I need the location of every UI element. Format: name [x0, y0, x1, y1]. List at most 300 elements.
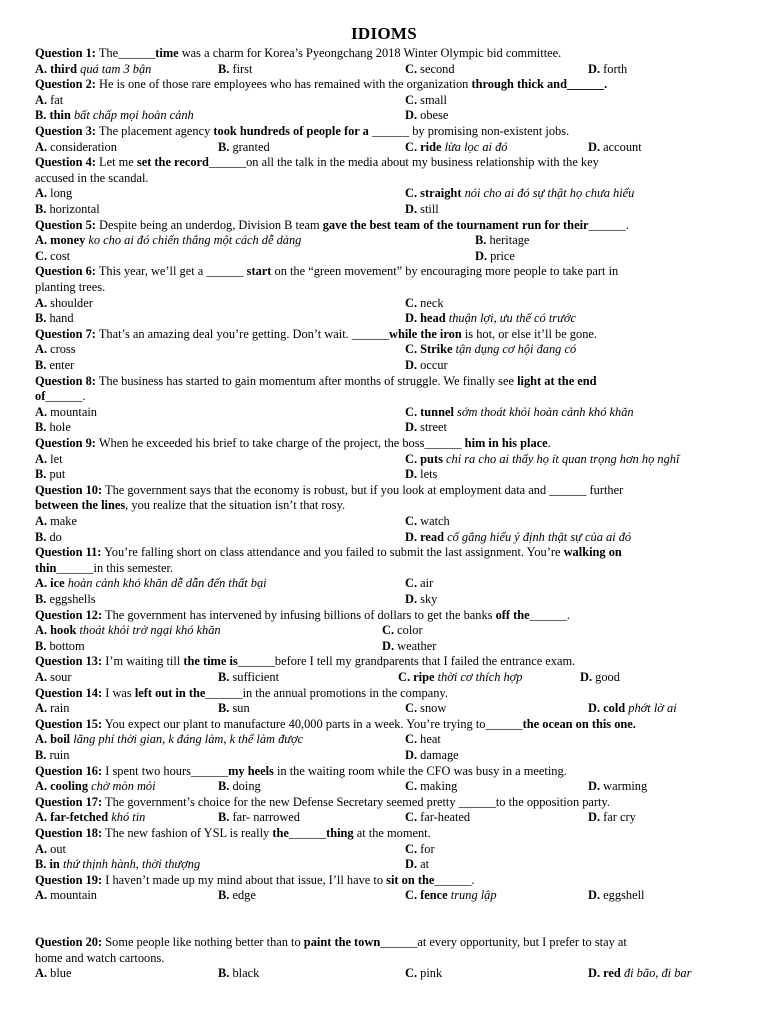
option-word: Strike: [420, 342, 453, 357]
stem-text: ______in this semester.: [56, 560, 174, 575]
option-word: boil: [50, 732, 71, 747]
option-key: C.: [405, 779, 418, 794]
stem-text: ______.: [434, 872, 475, 887]
answer-option: [35, 358, 74, 374]
option-word: price: [490, 248, 515, 263]
option-key: D.: [382, 638, 395, 653]
stem-text: is hot, or else it’ll be gone.: [461, 326, 597, 341]
option-translation: hoàn cảnh khó khăn dễ dẫn đến thất bại: [67, 576, 267, 591]
option-word: hand: [49, 311, 74, 326]
option-word: blue: [50, 966, 72, 981]
answer-option: [405, 452, 679, 468]
option-word: shoulder: [50, 295, 93, 310]
stem-text: ______in the annual promotions in the company.: [205, 685, 448, 700]
option-word: warming: [603, 779, 648, 794]
stem-text: sit on the: [386, 872, 435, 887]
stem-text: him in his place: [464, 436, 548, 450]
option-word: cross: [50, 342, 76, 357]
answer-option: [35, 670, 72, 686]
answer-option: [35, 748, 69, 764]
answer-option: [382, 623, 423, 639]
option-key: D.: [588, 61, 601, 76]
option-word: small: [420, 92, 448, 107]
stem-text: ______on all the talk in the media about my business relationship with the key: [208, 155, 599, 170]
answer-option: [35, 857, 200, 873]
option-word: consideration: [50, 139, 117, 154]
answer-option: [35, 452, 63, 468]
option-key: D.: [588, 701, 601, 716]
option-key: A.: [35, 139, 48, 154]
stem-text: The government says that the economy is robust, but if you look at employment data and ______ further: [105, 482, 624, 497]
option-key: D.: [405, 202, 418, 216]
option-translation: nói cho ai đó sự thật họ chưa hiểu: [464, 186, 635, 201]
answer-option: [218, 966, 259, 982]
question-stem: [35, 686, 735, 702]
option-word: occur: [420, 358, 448, 372]
option-word: color: [397, 623, 423, 638]
answer-option: [218, 670, 279, 686]
option-word: cooling: [50, 779, 89, 794]
option-key: B.: [218, 779, 230, 794]
option-word: ice: [50, 576, 65, 591]
answer-option: [35, 888, 97, 904]
option-key: C.: [405, 295, 418, 310]
answer-option: [218, 779, 261, 795]
option-key: B.: [35, 638, 47, 653]
option-word: far-fetched: [50, 810, 109, 825]
option-word: bottom: [49, 638, 85, 653]
option-word: pink: [420, 966, 443, 981]
option-key: C.: [405, 701, 418, 716]
option-word: put: [49, 467, 66, 482]
answer-option: [588, 701, 677, 717]
option-translation: chỉ ra cho ai thấy họ ít quan trọng hơn họ nghĩ: [446, 451, 680, 466]
option-word: good: [595, 670, 620, 684]
stem-text: You’re falling short on class attendance and you failed to submit the last assignment. You’re: [104, 545, 564, 560]
answer-option: [35, 420, 71, 436]
stem-text: ______before I tell my grandparents that I failed the entrance exam.: [237, 654, 576, 669]
stem-text: on the “green movement” by encouraging more people to take part in: [271, 264, 619, 279]
option-key: C.: [405, 186, 418, 201]
question-stem: [35, 654, 735, 670]
question-label: Question 17:: [35, 794, 103, 809]
question-stem-continued: [35, 951, 735, 967]
option-word: neck: [420, 295, 444, 310]
option-word: at: [420, 857, 430, 872]
answer-option: [35, 576, 267, 592]
option-key: C.: [405, 810, 418, 825]
stem-text: I’m waiting till: [105, 654, 184, 669]
option-word: read: [420, 529, 445, 544]
answer-option: [405, 842, 435, 858]
answer-option: [35, 592, 96, 608]
stem-text: paint the town: [303, 935, 381, 949]
option-word: cold: [603, 701, 626, 716]
option-word: far- narrowed: [232, 810, 300, 825]
option-word: sufficient: [232, 670, 280, 684]
answer-option: [588, 779, 647, 795]
stem-text: thin: [35, 560, 57, 575]
option-key: A.: [35, 342, 48, 357]
option-key: C.: [398, 670, 411, 684]
option-key: B.: [218, 61, 230, 76]
question-label: Question 3:: [35, 124, 96, 138]
answer-option: [35, 514, 77, 530]
answer-option: [35, 202, 100, 218]
answer-option: [588, 966, 691, 982]
answer-option: [475, 233, 529, 249]
answer-option: [405, 748, 459, 764]
answer-option: [405, 732, 441, 748]
stem-text: time: [155, 46, 179, 60]
option-word: puts: [420, 451, 443, 466]
answer-option: [405, 576, 433, 592]
question-stem: [35, 608, 735, 624]
stem-text: between the lines: [35, 498, 126, 513]
option-key: A.: [35, 841, 48, 856]
question-stem: [35, 436, 735, 452]
answer-option: [405, 420, 447, 436]
option-key: B.: [35, 420, 47, 435]
option-key: A.: [35, 732, 48, 747]
answer-option: [405, 701, 446, 717]
option-translation: tận dụng cơ hội đang có: [455, 342, 577, 357]
option-word: obese: [420, 108, 449, 123]
question-stem: [35, 483, 735, 499]
option-key: B.: [218, 670, 230, 684]
answer-option: [588, 140, 642, 156]
question-stem: [35, 155, 735, 171]
answer-option: [405, 342, 576, 358]
stem-text: accused in the scandal.: [35, 170, 149, 185]
option-key: A.: [35, 701, 48, 716]
question-label: Question 9:: [35, 436, 96, 450]
question-stem: [35, 545, 735, 561]
question-label: Question 10:: [35, 482, 103, 497]
stem-text: my heels: [228, 763, 274, 778]
option-word: ride: [420, 139, 442, 154]
answer-option: [35, 296, 93, 312]
question-stem: [35, 374, 735, 390]
option-word: doing: [232, 779, 261, 794]
question-label: Question 18:: [35, 826, 103, 840]
option-word: ripe: [413, 670, 435, 684]
option-key: B.: [35, 311, 47, 326]
page-title: IDIOMS: [350, 24, 418, 43]
option-word: horizontal: [49, 202, 100, 216]
question-stem: [35, 77, 735, 93]
option-key: A.: [35, 514, 48, 528]
option-word: fence: [420, 888, 448, 903]
stem-text: The business has started to gain momentum after months of struggle. We finally see: [98, 373, 518, 388]
answer-option: [35, 623, 221, 639]
stem-text: of: [35, 389, 46, 404]
option-word: granted: [232, 139, 270, 154]
question-stem-continued: [35, 498, 735, 514]
answer-option: [382, 639, 436, 655]
question-stem: [35, 124, 735, 140]
option-key: C.: [382, 623, 395, 638]
stem-text: I was: [105, 685, 135, 700]
option-key: D.: [588, 888, 601, 903]
answer-option: [35, 186, 72, 202]
option-word: head: [420, 311, 446, 326]
option-translation: trung lập: [450, 888, 497, 903]
option-word: air: [420, 576, 434, 591]
answer-option: [35, 842, 66, 858]
question-stem-continued: [35, 389, 735, 405]
answer-option: [405, 530, 631, 546]
answer-option: [405, 108, 448, 124]
question-label: Question 19:: [35, 872, 103, 887]
answer-option: [405, 779, 457, 795]
answer-option: [35, 405, 97, 421]
option-word: snow: [420, 701, 447, 716]
option-key: A.: [35, 810, 48, 825]
stem-text: ______ by promising non-existent jobs.: [368, 124, 570, 138]
question-stem: [35, 218, 735, 234]
option-word: eggshell: [603, 888, 645, 903]
answer-option: [35, 62, 151, 78]
option-word: thin: [49, 108, 71, 123]
stem-text: home and watch cartoons.: [35, 950, 165, 965]
answer-option: [35, 311, 74, 327]
option-key: D.: [588, 966, 601, 981]
stem-text: ______.: [45, 389, 86, 404]
answer-option: [218, 62, 252, 78]
option-key: C.: [405, 576, 418, 591]
stem-text: through thick and______.: [471, 77, 608, 92]
option-key: C.: [405, 841, 418, 856]
answer-option: [405, 93, 447, 109]
stem-text: light at the end: [517, 373, 597, 388]
option-key: D.: [405, 467, 418, 482]
answer-option: [405, 514, 450, 530]
question-label: Question 2:: [35, 77, 96, 92]
option-key: A.: [35, 61, 48, 76]
stem-text: at the moment.: [353, 826, 431, 840]
answer-option: [218, 701, 250, 717]
option-translation: quá tam 3 bận: [80, 61, 152, 76]
stem-text: I haven’t made up my mind about that issue, I’ll have to: [105, 872, 387, 887]
option-key: B.: [35, 202, 47, 216]
option-key: B.: [35, 529, 47, 544]
stem-text: You expect our plant to manufacture 40,000 parts in a week. You’re trying to______: [104, 716, 523, 731]
option-key: B.: [35, 857, 47, 872]
stem-text: the ocean on this one.: [522, 716, 636, 731]
answer-option: [35, 732, 303, 748]
stem-text: Let me: [99, 155, 137, 170]
stem-text: left out in the: [134, 685, 206, 700]
option-key: B.: [35, 108, 47, 123]
option-key: D.: [405, 748, 418, 762]
answer-option: [35, 779, 156, 795]
question-stem: [35, 327, 735, 343]
stem-text: took hundreds of people for a: [213, 124, 369, 138]
answer-option: [405, 888, 497, 904]
option-key: A.: [35, 670, 48, 684]
option-key: B.: [35, 467, 47, 482]
answer-option: [35, 966, 72, 982]
answer-option: [405, 810, 470, 826]
option-key: A.: [35, 233, 48, 248]
option-key: C.: [35, 248, 48, 263]
option-key: D.: [405, 529, 418, 544]
option-word: third: [50, 61, 78, 76]
option-word: tunnel: [420, 404, 454, 419]
answer-option: [405, 592, 437, 608]
question-label: Question 13:: [35, 654, 103, 669]
option-word: for: [420, 841, 435, 856]
option-translation: thuận lợi, ưu thế có trước: [448, 311, 576, 326]
option-word: make: [50, 514, 77, 528]
answer-option: [35, 467, 65, 483]
stem-text: off the: [495, 607, 530, 622]
stem-text: was a charm for Korea’s Pyeongchang 2018 Winter Olympic bid committee.: [178, 46, 562, 60]
option-key: C.: [405, 966, 418, 981]
question-label: Question 12:: [35, 607, 103, 622]
option-word: cost: [50, 248, 71, 263]
question-label: Question 20:: [35, 935, 103, 949]
stem-text: The government has intervened by infusing billions of dollars to get the banks: [105, 607, 496, 622]
option-key: B.: [35, 358, 47, 372]
option-key: D.: [405, 592, 418, 606]
option-word: hole: [49, 420, 71, 435]
option-word: watch: [420, 514, 450, 528]
question-stem: [35, 717, 735, 733]
answer-option: [405, 405, 634, 421]
option-translation: thoát khỏi trở ngại khó khăn: [79, 623, 221, 638]
stem-text: .: [547, 436, 551, 450]
question-stem: [35, 935, 735, 951]
option-word: long: [50, 186, 73, 201]
answer-option: [588, 888, 644, 904]
option-word: second: [420, 61, 455, 76]
stem-text: ______: [288, 826, 327, 840]
stem-text: start: [246, 264, 272, 279]
stem-text: walking on: [563, 545, 622, 560]
stem-text: in the waiting room while the CFO was busy in a meeting.: [273, 763, 567, 778]
question-stem-continued: [35, 561, 735, 577]
answer-option: [35, 140, 117, 156]
option-word: damage: [420, 748, 459, 762]
option-word: far cry: [603, 810, 636, 825]
option-word: street: [420, 420, 447, 435]
stem-text: The government’s choice for the new Defense Secretary seemed pretty ______to the opposition party.: [105, 794, 610, 809]
option-key: D.: [588, 810, 601, 825]
stem-text: the time is: [183, 654, 238, 669]
option-word: red: [603, 966, 621, 981]
answer-option: [218, 140, 270, 156]
option-word: mountain: [50, 404, 97, 419]
stem-text: The______: [98, 46, 156, 60]
option-word: making: [420, 779, 458, 794]
answer-option: [405, 202, 439, 218]
question-label: Question 5:: [35, 217, 96, 232]
answer-option: [35, 639, 85, 655]
question-stem-continued: [35, 171, 735, 187]
question-label: Question 8:: [35, 373, 96, 388]
answer-option: [398, 670, 523, 686]
answer-option: [405, 186, 634, 202]
stem-text: while the iron: [389, 326, 462, 341]
option-word: account: [603, 139, 642, 154]
option-key: B.: [218, 888, 230, 903]
option-word: edge: [232, 888, 256, 903]
stem-text: I spent two hours______: [105, 763, 229, 778]
answer-option: [475, 249, 515, 265]
question-label: Question 16:: [35, 763, 103, 778]
option-word: rain: [50, 701, 70, 716]
stem-text: That’s an amazing deal you’re getting. Don’t wait. ______: [98, 326, 389, 341]
answer-option: [580, 670, 620, 686]
answer-option: [35, 233, 301, 249]
answer-option: [405, 857, 429, 873]
option-key: C.: [405, 404, 418, 419]
answer-option: [588, 810, 636, 826]
option-key: A.: [35, 451, 48, 466]
option-word: straight: [420, 186, 462, 201]
answer-option: [405, 296, 444, 312]
stem-text: ______.: [529, 607, 570, 622]
stem-text: This year, we’ll get a ______: [98, 264, 247, 279]
option-word: hook: [50, 623, 77, 638]
stem-text: planting trees.: [35, 280, 106, 294]
question-stem: [35, 826, 735, 842]
option-word: lets: [420, 467, 438, 482]
option-word: enter: [49, 358, 75, 372]
option-key: D.: [588, 779, 601, 794]
option-word: still: [420, 202, 439, 216]
option-word: sun: [232, 701, 250, 716]
option-word: out: [50, 841, 66, 856]
option-key: B.: [35, 592, 47, 606]
option-key: A.: [35, 779, 48, 794]
option-key: B.: [475, 233, 487, 248]
stem-text: the: [272, 826, 289, 840]
option-word: sour: [50, 670, 72, 684]
option-translation: ko cho ai đó chiến thắng một cách dễ dàng: [88, 233, 302, 248]
option-key: D.: [580, 670, 593, 684]
answer-option: [588, 62, 627, 78]
option-translation: lừa lọc ai đó: [444, 139, 508, 154]
stem-text: The placement agency: [98, 124, 214, 138]
option-key: A.: [35, 92, 48, 107]
question-stem: [35, 46, 735, 62]
option-word: first: [232, 61, 253, 76]
option-word: mountain: [50, 888, 97, 903]
answer-option: [405, 311, 576, 327]
answer-option: [405, 467, 437, 483]
option-key: B.: [35, 748, 47, 762]
answer-option: [218, 888, 256, 904]
option-key: B.: [218, 701, 230, 716]
answer-option: [218, 810, 300, 826]
answer-option: [35, 342, 76, 358]
answer-option: [35, 93, 63, 109]
option-word: let: [50, 451, 63, 466]
stem-text: Despite being an underdog, Division B team: [99, 217, 323, 232]
question-label: Question 4:: [35, 155, 96, 170]
option-translation: sớm thoát khỏi hoàn cảnh khó khăn: [457, 404, 634, 419]
question-stem-continued: [35, 280, 735, 296]
stem-text: ______at every opportunity, but I prefer to stay at: [380, 935, 627, 949]
option-key: B.: [218, 139, 230, 154]
option-word: ruin: [49, 748, 70, 762]
option-word: money: [50, 233, 86, 248]
option-key: C.: [405, 342, 418, 357]
question-stem: [35, 764, 735, 780]
